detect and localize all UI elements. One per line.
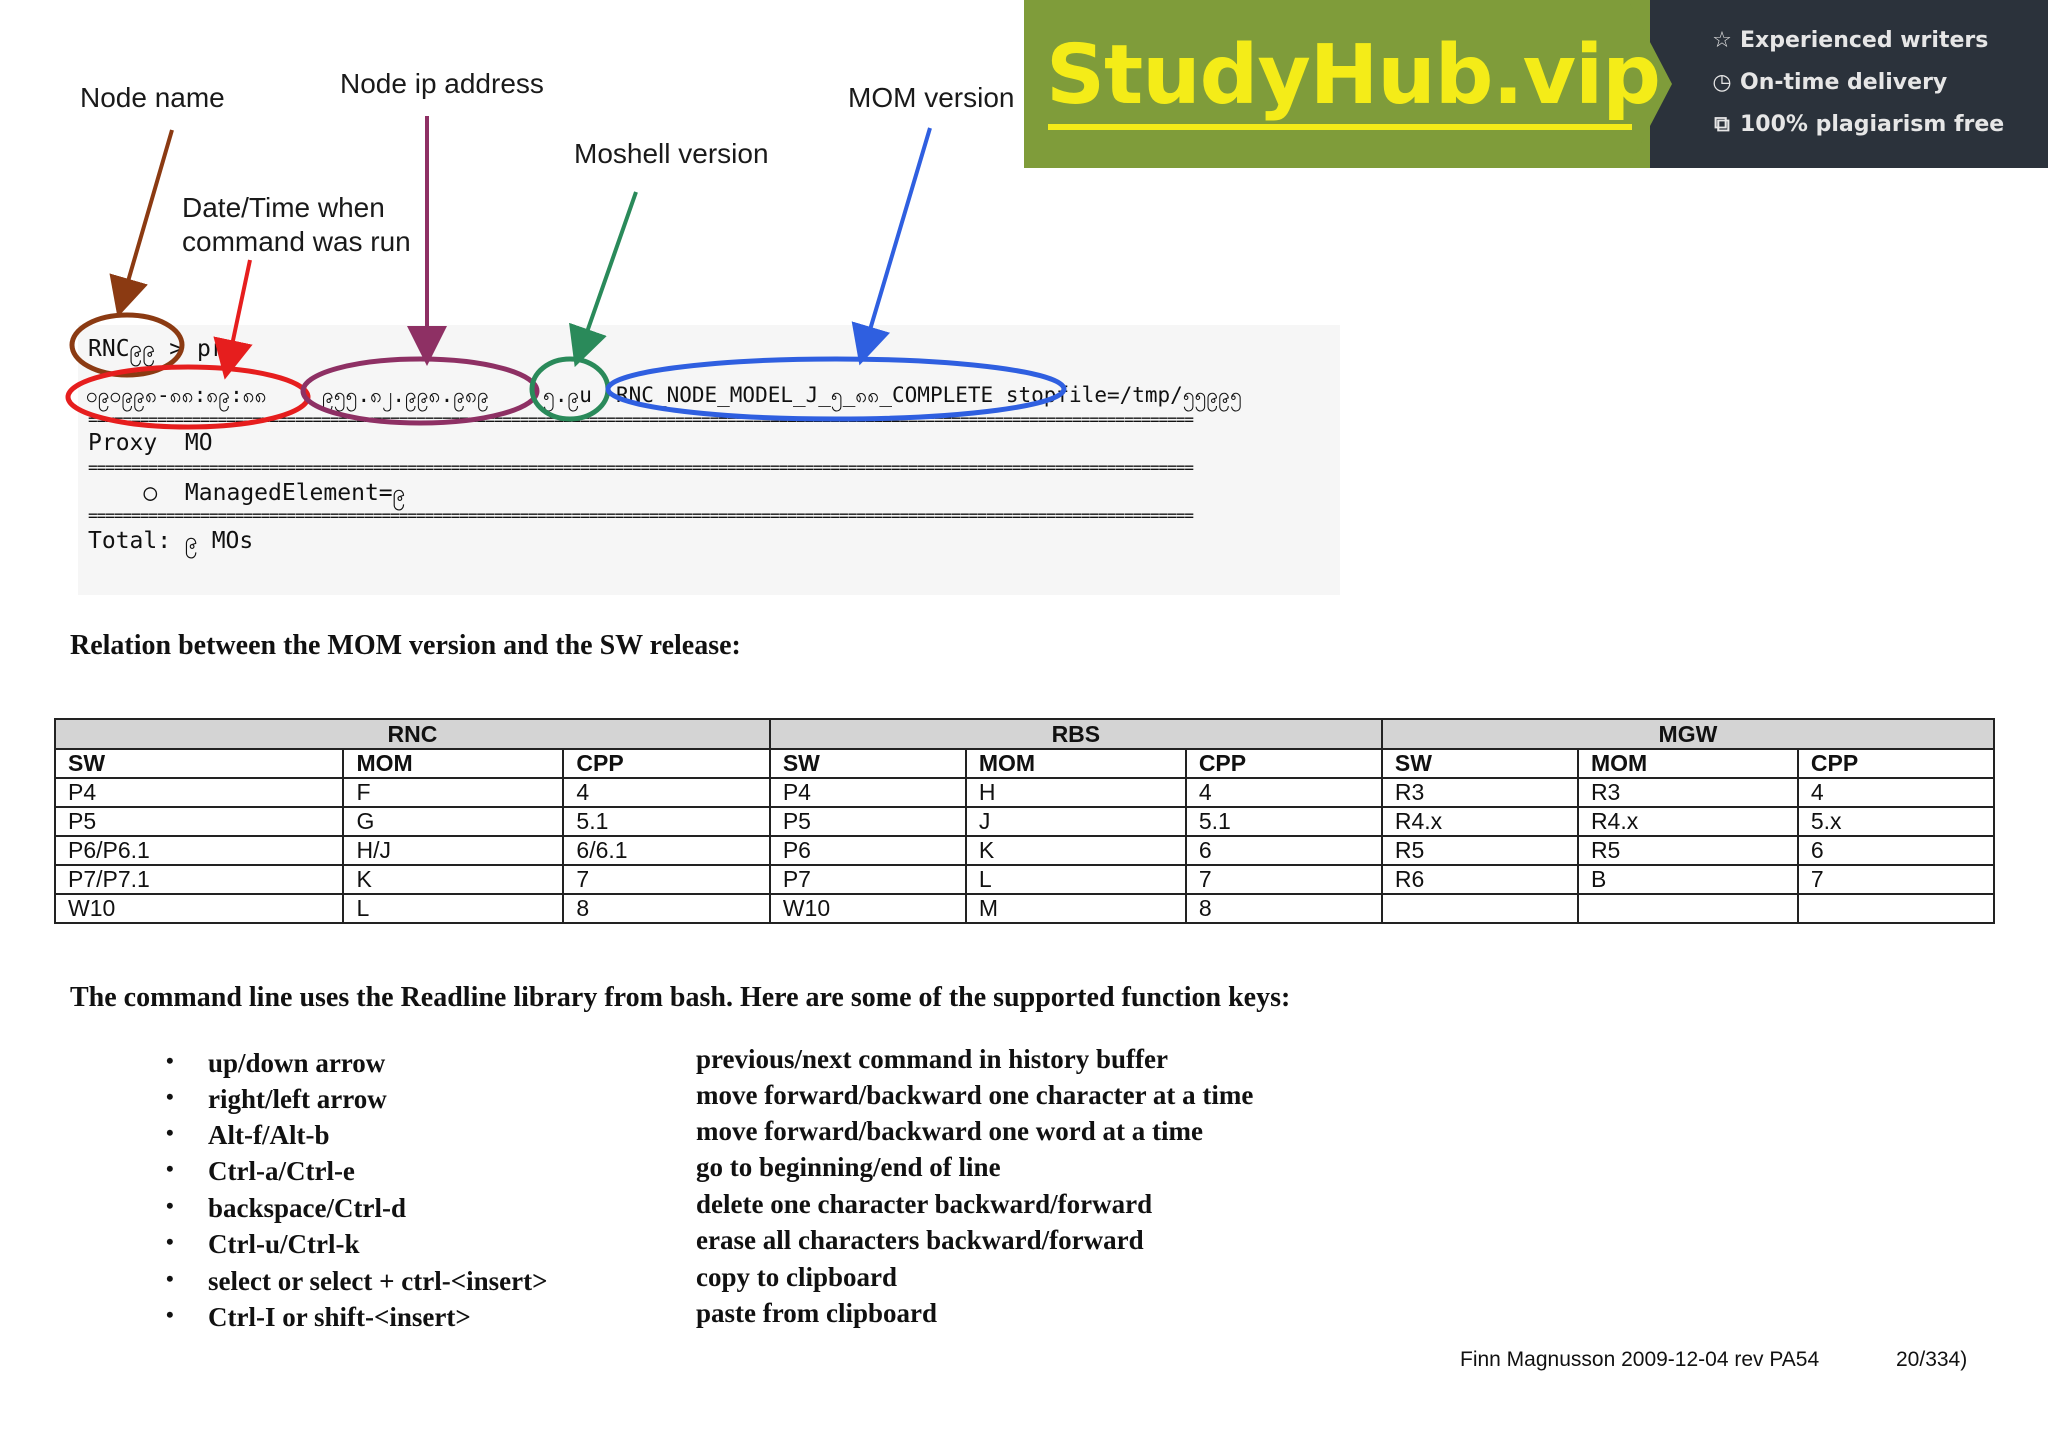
table-cell: L: [966, 865, 1186, 894]
list-item: [0, 1044, 1400, 1084]
table-cell: 6: [1798, 836, 1994, 865]
table-cell: R6: [1382, 865, 1578, 894]
list-item: [0, 1225, 1400, 1265]
key-description: move forward/backward one word at a time: [696, 1116, 1203, 1146]
mom-version-arrow: [864, 128, 930, 350]
key-description: paste from clipboard: [696, 1298, 937, 1328]
relation-heading: Relation between the MOM version and the SW release:: [70, 630, 741, 661]
list-item: [0, 1262, 1400, 1302]
brand-logo-text[interactable]: StudyHub.vip: [1046, 28, 1660, 123]
copy-icon: ⧉: [1714, 112, 1730, 137]
feature-plagiarism-free: ⧉ 100% plagiarism free: [1710, 112, 2004, 137]
list-item: [0, 1080, 1400, 1120]
table-cell: R5: [1382, 836, 1578, 865]
feature-on-time-delivery: ◷ On-time delivery: [1710, 70, 1947, 95]
table-cell: R3: [1578, 778, 1798, 807]
table-cell: 8: [563, 894, 769, 923]
col-header: MOM: [343, 749, 563, 778]
key-name: up/down arrow: [208, 1048, 386, 1078]
table-cell: W10: [55, 894, 343, 923]
table-cell: 6/6.1: [563, 836, 769, 865]
key-name: Ctrl-u/Ctrl-k: [208, 1229, 360, 1259]
key-name: Ctrl-a/Ctrl-e: [208, 1156, 355, 1186]
table-row: [55, 894, 1994, 923]
bullet-icon: •: [166, 1120, 174, 1145]
key-description: previous/next command in history buffer: [696, 1044, 1169, 1074]
datetime-ellipse: [68, 367, 308, 427]
bullet-icon: •: [166, 1193, 174, 1218]
table-cell: W10: [770, 894, 966, 923]
table-cell: 7: [563, 865, 769, 894]
table-cell: R4.x: [1382, 807, 1578, 836]
function-keys-list: [0, 1044, 1400, 1348]
key-description: go to beginning/end of line: [696, 1152, 1001, 1182]
table-cell: P7: [770, 865, 966, 894]
table-cell: 4: [563, 778, 769, 807]
footer-author: Finn Magnusson 2009-12-04 rev PA54: [1460, 1348, 1820, 1371]
mom-version-ellipse: [608, 359, 1064, 419]
moshell-version-ellipse: [532, 359, 608, 419]
key-name: right/left arrow: [208, 1084, 387, 1114]
list-item: [0, 1152, 1400, 1192]
bullet-icon: •: [166, 1156, 174, 1181]
node-ip-ellipse: [303, 359, 537, 423]
table-cell: R5: [1578, 836, 1798, 865]
col-header: MOM: [966, 749, 1186, 778]
readline-heading: The command line uses the Readline library from bash. Here are some of the supported function keys:: [70, 982, 1291, 1013]
table-row: [55, 836, 1994, 865]
terminal-rule-1: ================================================================================================================================: [88, 410, 1193, 429]
table-cell: P7/P7.1: [55, 865, 343, 894]
clock-icon: ◷: [1712, 70, 1732, 95]
list-item: [0, 1298, 1400, 1338]
key-description: erase all characters backward/forward: [696, 1225, 1144, 1255]
node-ip-label: Node ip address: [340, 68, 544, 99]
list-item: [0, 1116, 1400, 1156]
table-cell: L: [343, 894, 563, 923]
terminal-rule-2: ================================================================================================================================: [88, 458, 1193, 477]
node-name-arrow: [122, 130, 172, 302]
node-name-label: Node name: [80, 82, 225, 113]
group-rbs: RBS: [770, 719, 1382, 749]
group-mgw: MGW: [1382, 719, 1994, 749]
table-cell: [1578, 894, 1798, 923]
col-header: CPP: [1798, 749, 1994, 778]
col-header: CPP: [563, 749, 769, 778]
table-cell: [1798, 894, 1994, 923]
table-cell: H/J: [343, 836, 563, 865]
list-item: [0, 1189, 1400, 1229]
key-name: select or select + ctrl-<insert>: [208, 1266, 548, 1296]
table-group-header-row: [55, 719, 1994, 749]
datetime-arrow: [228, 260, 250, 364]
feature-experienced-writers: ☆ Experienced writers: [1710, 28, 1988, 53]
terminal-prompt: RNC၉၉ > pr: [88, 336, 225, 362]
table-cell: M: [966, 894, 1186, 923]
table-cell: J: [966, 807, 1186, 836]
table-cell: K: [966, 836, 1186, 865]
table-cell: 4: [1186, 778, 1382, 807]
table-cell: [1382, 894, 1578, 923]
terminal-managed-element-row: ○ ManagedElement=၉: [88, 480, 406, 506]
bullet-icon: •: [166, 1302, 174, 1327]
key-name: backspace/Ctrl-d: [208, 1193, 406, 1223]
table-cell: 4: [1798, 778, 1994, 807]
moshell-version-label: Moshell version: [574, 138, 769, 169]
table-cell: P4: [770, 778, 966, 807]
table-cell: P5: [55, 807, 343, 836]
table-cell: F: [343, 778, 563, 807]
group-rnc: RNC: [55, 719, 770, 749]
table-cell: H: [966, 778, 1186, 807]
table-cell: 8: [1186, 894, 1382, 923]
col-header: SW: [55, 749, 343, 778]
bullet-icon: •: [166, 1266, 174, 1291]
table-cell: 5.x: [1798, 807, 1994, 836]
terminal-ip: ၉၅၅.၈၂.၉၉၈.၉၈၉: [322, 383, 489, 407]
table-cell: P6: [770, 836, 966, 865]
bullet-icon: •: [166, 1048, 174, 1073]
key-name: Alt-f/Alt-b: [208, 1120, 330, 1150]
key-description: delete one character backward/forward: [696, 1189, 1153, 1219]
table-row: [55, 865, 1994, 894]
table-cell: B: [1578, 865, 1798, 894]
table-cell: P6/P6.1: [55, 836, 343, 865]
key-name: Ctrl-I or shift-<insert>: [208, 1302, 471, 1332]
table-cell: 5.1: [563, 807, 769, 836]
table-cell: K: [343, 865, 563, 894]
datetime-label-line2: command was run: [182, 226, 411, 257]
table-row: [55, 778, 1994, 807]
table-cell: 7: [1186, 865, 1382, 894]
col-header: SW: [1382, 749, 1578, 778]
star-icon: ☆: [1712, 28, 1732, 53]
bullet-icon: •: [166, 1229, 174, 1254]
moshell-version-arrow: [580, 192, 636, 352]
table-cell: 7: [1798, 865, 1994, 894]
key-description: move forward/backward one character at a time: [696, 1080, 1254, 1110]
terminal-total: Total: ၉ MOs: [88, 528, 254, 554]
col-header: SW: [770, 749, 966, 778]
terminal-mom-and-stopfile: RNC_NODE_MODEL_J_၅_၈၈_COMPLETE stopfile=/tmp/၅၅၉၉၅: [616, 383, 1242, 407]
table-cell: R3: [1382, 778, 1578, 807]
table-column-header-row: [55, 749, 1994, 778]
table-cell: 6: [1186, 836, 1382, 865]
terminal-rule-3: ================================================================================================================================: [88, 506, 1193, 525]
terminal-datetime: ၀၉၀၉၉၈-၈၈:၈၉:၈၈: [86, 383, 267, 407]
footer-page-number: 20/334): [1896, 1348, 1968, 1371]
mom-version-label: MOM version: [848, 82, 1015, 113]
table-cell: R4.x: [1578, 807, 1798, 836]
datetime-label-line1: Date/Time when: [182, 192, 385, 223]
col-header: CPP: [1186, 749, 1382, 778]
table-cell: P4: [55, 778, 343, 807]
col-header: MOM: [1578, 749, 1798, 778]
table-cell: 5.1: [1186, 807, 1382, 836]
key-description: copy to clipboard: [696, 1262, 898, 1292]
bullet-icon: •: [166, 1084, 174, 1109]
table-row: [55, 807, 1994, 836]
terminal-header: Proxy MO: [88, 430, 213, 456]
studyhub-banner[interactable]: [1024, 0, 2048, 168]
table-cell: P5: [770, 807, 966, 836]
terminal-moshell-version: ၅.၉u: [543, 383, 592, 407]
brand-underline: [1048, 124, 1632, 130]
sw-release-table: [54, 718, 1995, 924]
table-cell: G: [343, 807, 563, 836]
